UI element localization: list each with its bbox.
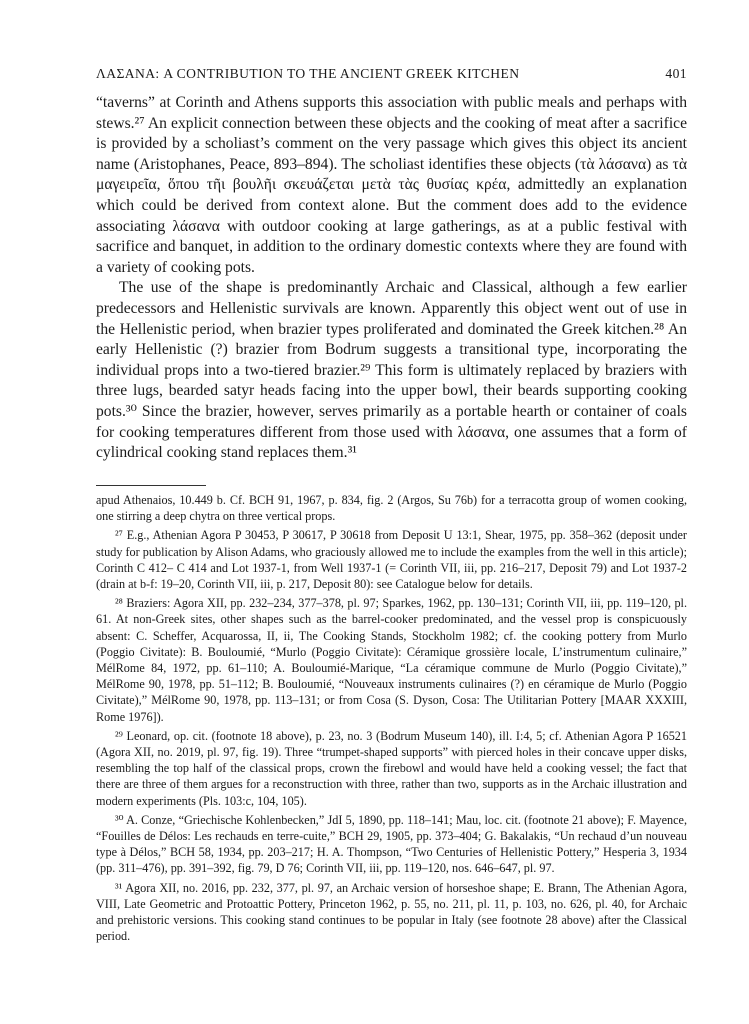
footnotes	[96, 492, 687, 944]
footnote-27: ²⁷ E.g., Athenian Agora P 30453, P 30617, P 30618 from Deposit U 13:1, Shear, 1975, pp. 358–362 (deposit under study for publication by Alison Adams, who graciously allowed me to include the examples from the well in this article); Corinth C 412– C 414 and Lot 1937-1, from Well 1937-1 (= Corinth VII, iii, pp. 216–217, Deposit 79) and Lot 1937-2 (drain at b-f: 19–20, Corinth VII, iii, p. 217, Deposit 80): see Catalogue below for details.	[96, 528, 687, 592]
footnote-continuation: apud Athenaios, 10.449 b. Cf. BCH 91, 1967, p. 834, fig. 2 (Argos, Su 76b) for a terracotta group of women cooking, one stirring a deep chytra on three vertical props.	[96, 493, 687, 524]
running-title: ΛΑΣΑΝΑ: A CONTRIBUTION TO THE ANCIENT GREEK KITCHEN	[96, 66, 520, 81]
footnote-31: ³¹ Agora XII, no. 2016, pp. 232, 377, pl. 97, an Archaic version of horseshoe shape; E. Brann, The Athenian Agora, VIII, Late Geometric and Protoattic Pottery, Princeton 1962, p. 55, no. 211, pl. 11, p. 103, no. 626, pl. 40, for Archaic and prehistoric versions. This cooking stand continues to be popular in Italy (see footnote 28 above) after the Classical period.	[96, 880, 687, 944]
running-header	[96, 66, 687, 82]
page-number: 401	[665, 66, 687, 81]
footnote-28: ²⁸ Braziers: Agora XII, pp. 232–234, 377–378, pl. 97; Sparkes, 1962, pp. 130–131; Corinth VII, iii, pp. 119–120, pl. 61. At non-Greek sites, other shapes such as the barrel-cooker predominated, and the vessel prop is conspicuously absent: C. Scheffer, Acquarossa, II, ii, The Cooking Stands, Stockholm 1982; cf. the cooking pottery from Murlo (Poggio Civitate): B. Bouloumié, “Murlo (Poggio Civitate): Céramique grossière locale, L’instrumentum culinaire,” MélRome 84, 1972, pp. 61–110; A. Bouloumié-Marique, “La céramique commune de Murlo (Poggio Civitate),” MélRome 90, 1978, pp. 51–112; B. Bouloumié, “Nouveaux instruments culinaires (?) en céramique de Murlo (Poggio Civitate),” MélRome 90, 1978, pp. 113–131; or from Cosa (S. Dyson, Cosa: The Utilitarian Pottery [MAAR XXXIII, Rome 1976]).	[96, 596, 687, 724]
footnote-29: ²⁹ Leonard, op. cit. (footnote 18 above), p. 23, no. 3 (Bodrum Museum 140), ill. I:4, 5; cf. Athenian Agora P 16521 (Agora XII, no. 2019, pl. 97, fig. 19). Three “trumpet-shaped supports” with pierced holes in their concave upper disks, resembling the top half of the classical props, crown the firebowl and would have held a cooking vessel; the fact that there are three of them argues for a reconstruction with three, rather than two, supports as in the Archaic illustration and modern experiments (Pls. 103:c, 104, 105).	[96, 728, 687, 808]
footnote-rule	[96, 485, 206, 486]
paragraph: “taverns” at Corinth and Athens supports this association with public meals and perhaps with stews.²⁷ An explicit connection between these objects and the cooking of meat after a sacrifice is provided by a scholiast’s comment on the very passage which gives this object its ancient name (Aristophanes, Peace, 893–894). The scholiast identifies these objects (τὰ λάσανα) as τὰ μαγειρεῖα, ὅπου τῆι βουλῆι σκευάζεται μετὰ τὰς θυσίας κρέα, admittedly an explanation which could be derived from context alone. But the comment does add to the evidence associating λάσανα with outdoor cooking at large gatherings, as at a public festival with sacrifice and banquet, in addition to the ordinary domestic contexts where they are found with a variety of cooking pots.	[96, 94, 687, 276]
paragraph: The use of the shape is predominantly Archaic and Classical, although a few earlier predecessors and Hellenistic survivals are known. Apparently this object went out of use in the Hellenistic period, when brazier types proliferated and dominated the Greek kitchen.²⁸ An early Hellenistic (?) brazier from Bodrum suggests a transitional type, incorporating the individual props into a two-tiered brazier.²⁹ This form is ultimately replaced by braziers with three lugs, bearded satyr heads facing into the upper bowl, their beards supporting cooking pots.³⁰ Since the brazier, however, serves primarily as a portable hearth or container of coals for cooking temperatures different from those used with λάσανα, one assumes that a form of cylindrical cooking stand replaces them.³¹	[96, 279, 687, 462]
footnote-30: ³⁰ A. Conze, “Griechische Kohlenbecken,” JdI 5, 1890, pp. 118–141; Mau, loc. cit. (footnote 21 above); F. Mayence, “Fouilles de Délos: Les rechauds en terre-cuite,” BCH 29, 1905, pp. 373–404; G. Bakalakis, “Un rechaud d’un nouveau type à Délos,” BCH 58, 1934, pp. 203–217; H. A. Thompson, “Two Centuries of Hellenistic Pottery,” Hesperia 3, 1934 (pp. 311–476), pp. 391–392, fig. 79, D 76; Corinth VII, iii, pp. 119–120, nos. 646–647, pl. 97.	[96, 812, 687, 876]
main-text	[96, 93, 687, 464]
